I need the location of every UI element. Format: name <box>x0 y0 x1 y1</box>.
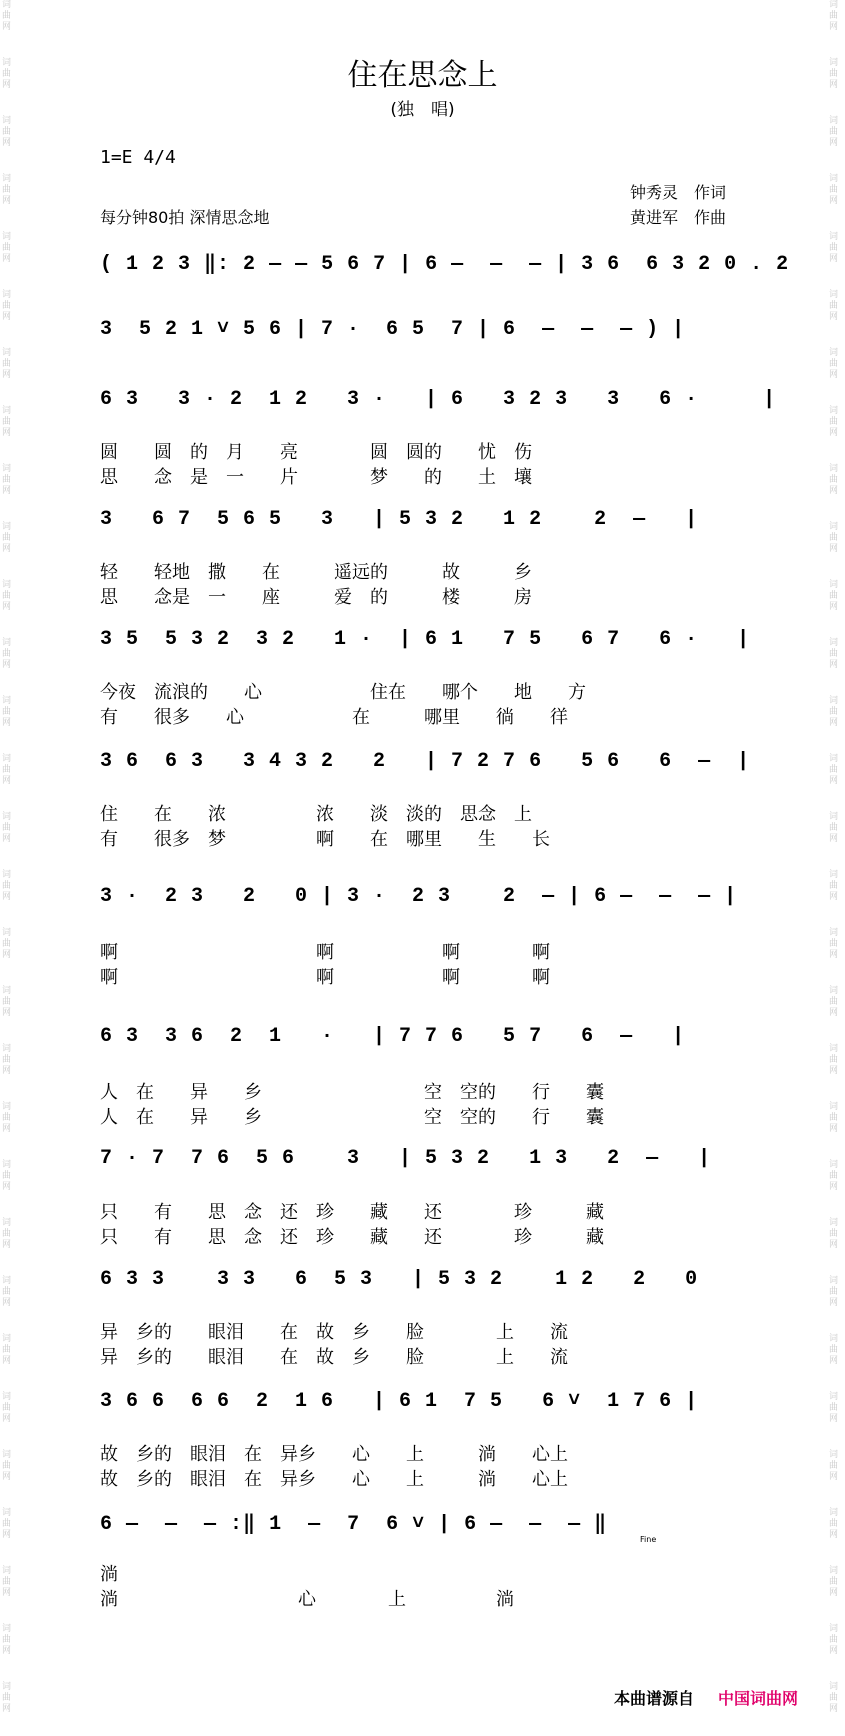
performance-note: (独 唱) <box>390 100 455 120</box>
watermark-text: 词 曲 网 <box>2 696 12 728</box>
watermark-text: 词 曲 网 <box>2 986 12 1018</box>
staff-line: 3 6 7 5 6 5 3 | 5 3 2 1 2 2 — | <box>100 508 699 531</box>
watermark-text: 词 曲 网 <box>2 1044 12 1076</box>
watermark-text: 词 曲 网 <box>829 1102 839 1134</box>
watermark-text: 词 曲 网 <box>2 522 12 554</box>
watermark-text: 词 曲 网 <box>829 348 839 380</box>
watermark-text: 词 曲 网 <box>2 1218 12 1250</box>
watermark-text: 词 曲 网 <box>2 348 12 380</box>
staff-line: 3 6 6 3 3 4 3 2 2 | 7 2 7 6 5 6 6 — | <box>100 750 751 773</box>
staff-line: 3 6 6 6 6 2 1 6 | 6 1 7 5 6 ˅ 1 7 6 | <box>100 1390 699 1413</box>
watermark-text: 词 曲 网 <box>829 870 839 902</box>
lyric-line: 有 很多 梦 啊 在 哪里 生 长 <box>100 829 550 850</box>
watermark-text: 词 曲 网 <box>2 1276 12 1308</box>
watermark-text: 词 曲 网 <box>2 1102 12 1134</box>
lyric-line: 人 在 异 乡 空 空的 行 囊 <box>100 1107 604 1128</box>
watermark-text: 词 曲 网 <box>2 1624 12 1656</box>
staff-line: 6 3 3 · 2 1 2 3 · | 6 3 2 3 3 6 · | <box>100 388 777 411</box>
watermark-text: 词 曲 网 <box>829 290 839 322</box>
watermark-text: 词 曲 网 <box>829 1508 839 1540</box>
watermark-left <box>2 0 16 1736</box>
watermark-text: 词 曲 网 <box>829 1566 839 1598</box>
watermark-text: 词 曲 网 <box>2 580 12 612</box>
watermark-text: 词 曲 网 <box>829 928 839 960</box>
lyric-line: 人 在 异 乡 空 空的 行 囊 <box>100 1082 604 1103</box>
staff-line: 3 5 2 1 ˅ 5 6 | 7 · 6 5 7 | 6 — — — ) | <box>100 318 686 341</box>
lyric-line: 思 念是 一 座 爱 的 楼 房 <box>100 587 532 608</box>
watermark-text: 词 曲 网 <box>2 812 12 844</box>
watermark-text: 词 曲 网 <box>829 1276 839 1308</box>
lyric-line: 异 乡的 眼泪 在 故 乡 脸 上 流 <box>100 1347 568 1368</box>
key-signature: 1=E 4/4 <box>100 147 176 168</box>
watermark-text: 词 曲 网 <box>829 1392 839 1424</box>
watermark-text: 词 曲 网 <box>829 232 839 264</box>
song-title: 住在思念上 <box>347 58 498 93</box>
lyric-line: 思 念 是 一 片 梦 的 土 壤 <box>100 467 532 488</box>
watermark-text: 词 曲 网 <box>829 116 839 148</box>
watermark-text: 词 曲 网 <box>2 1508 12 1540</box>
source-label: 本曲谱源自 <box>614 1689 695 1708</box>
watermark-text: 词 曲 网 <box>829 1450 839 1482</box>
source-footer <box>614 1686 798 1709</box>
lyricist-credit: 钟秀灵 作词 <box>630 183 727 202</box>
watermark-text: 词 曲 网 <box>829 406 839 438</box>
lyric-line: 只 有 思 念 还 珍 藏 还 珍 藏 <box>100 1227 604 1248</box>
staff-line: 6 3 3 3 3 6 5 3 | 5 3 2 1 2 2 0 <box>100 1268 699 1291</box>
lyric-line: 故 乡的 眼泪 在 异乡 心 上 淌 心上 <box>100 1469 568 1490</box>
lyric-line: 啊 啊 啊 啊 <box>100 967 550 988</box>
site-link[interactable]: 中国词曲网 <box>718 1689 799 1708</box>
lyric-line: 住 在 浓 浓 淡 淡的 思念 上 <box>100 804 532 825</box>
watermark-text: 词 曲 网 <box>829 1334 839 1366</box>
staff-line: 6 — — — :‖ 1 — 7 6 ˅ | 6 — — — ‖ <box>100 1513 608 1536</box>
watermark-text: 词 曲 网 <box>2 406 12 438</box>
staff-line: 3 5 5 3 2 3 2 1 · | 6 1 7 5 6 7 6 · | <box>100 628 751 651</box>
watermark-text: 词 曲 网 <box>2 1682 12 1714</box>
lyric-line: 有 很多 心 在 哪里 徜 徉 <box>100 707 568 728</box>
watermark-text: 词 曲 网 <box>2 1334 12 1366</box>
watermark-text: 词 曲 网 <box>829 522 839 554</box>
watermark-text: 词 曲 网 <box>829 464 839 496</box>
lyric-line: 轻 轻地 撒 在 遥远的 故 乡 <box>100 562 532 583</box>
staff-line: 3 · 2 3 2 0 | 3 · 2 3 2 — | 6 — — — | <box>100 885 738 908</box>
staff-line: ( 1 2 3 ‖: 2 — — 5 6 7 | 6 — — — | 3 6 6 3 2 0 . 2 <box>100 253 790 276</box>
watermark-text: 词 曲 网 <box>2 58 12 90</box>
watermark-text: 词 曲 网 <box>829 1044 839 1076</box>
watermark-text: 词 曲 网 <box>829 174 839 206</box>
watermark-text: 词 曲 网 <box>2 754 12 786</box>
watermark-text: 词 曲 网 <box>2 174 12 206</box>
lyric-line: 今夜 流浪的 心 住在 哪个 地 方 <box>100 682 586 703</box>
tempo-marking: 每分钟80拍 深情思念地 <box>100 208 270 227</box>
lyric-line: 淌 <box>100 1564 118 1585</box>
watermark-text: 词 曲 网 <box>2 464 12 496</box>
watermark-text: 词 曲 网 <box>829 1682 839 1714</box>
lyric-line: 淌 心 上 淌 <box>100 1589 514 1610</box>
watermark-text: 词 曲 网 <box>2 870 12 902</box>
watermark-text: 词 曲 网 <box>829 1624 839 1656</box>
watermark-text: 词 曲 网 <box>2 232 12 264</box>
watermark-text: 词 曲 网 <box>829 696 839 728</box>
watermark-text: 词 曲 网 <box>829 0 839 32</box>
watermark-text: 词 曲 网 <box>2 638 12 670</box>
watermark-text: 词 曲 网 <box>829 580 839 612</box>
watermark-text: 词 曲 网 <box>2 928 12 960</box>
staff-line: 7 · 7 7 6 5 6 3 | 5 3 2 1 3 2 — | <box>100 1147 712 1170</box>
watermark-text: 词 曲 网 <box>829 58 839 90</box>
watermark-text: 词 曲 网 <box>829 754 839 786</box>
watermark-text: 词 曲 网 <box>2 1392 12 1424</box>
watermark-text: 词 曲 网 <box>2 0 12 32</box>
watermark-text: 词 曲 网 <box>829 638 839 670</box>
lyric-line: 异 乡的 眼泪 在 故 乡 脸 上 流 <box>100 1322 568 1343</box>
watermark-text: 词 曲 网 <box>829 812 839 844</box>
watermark-text: 词 曲 网 <box>829 1160 839 1192</box>
lyric-line: 啊 啊 啊 啊 <box>100 942 550 963</box>
lyric-line: 只 有 思 念 还 珍 藏 还 珍 藏 <box>100 1202 604 1223</box>
lyric-line: 圆 圆 的 月 亮 圆 圆的 忧 伤 <box>100 442 532 463</box>
watermark-text: 词 曲 网 <box>829 1218 839 1250</box>
lyric-line: 故 乡的 眼泪 在 异乡 心 上 淌 心上 <box>100 1444 568 1465</box>
watermark-right <box>829 0 843 1736</box>
composer-credit: 黄进军 作曲 <box>630 208 727 227</box>
watermark-text: 词 曲 网 <box>2 1566 12 1598</box>
watermark-text: 词 曲 网 <box>2 116 12 148</box>
watermark-text: 词 曲 网 <box>829 986 839 1018</box>
staff-line: 6 3 3 6 2 1 · | 7 7 6 5 7 6 — | <box>100 1025 686 1048</box>
fine-marking: Fine <box>640 1535 657 1544</box>
watermark-text: 词 曲 网 <box>2 290 12 322</box>
watermark-text: 词 曲 网 <box>2 1450 12 1482</box>
watermark-text: 词 曲 网 <box>2 1160 12 1192</box>
